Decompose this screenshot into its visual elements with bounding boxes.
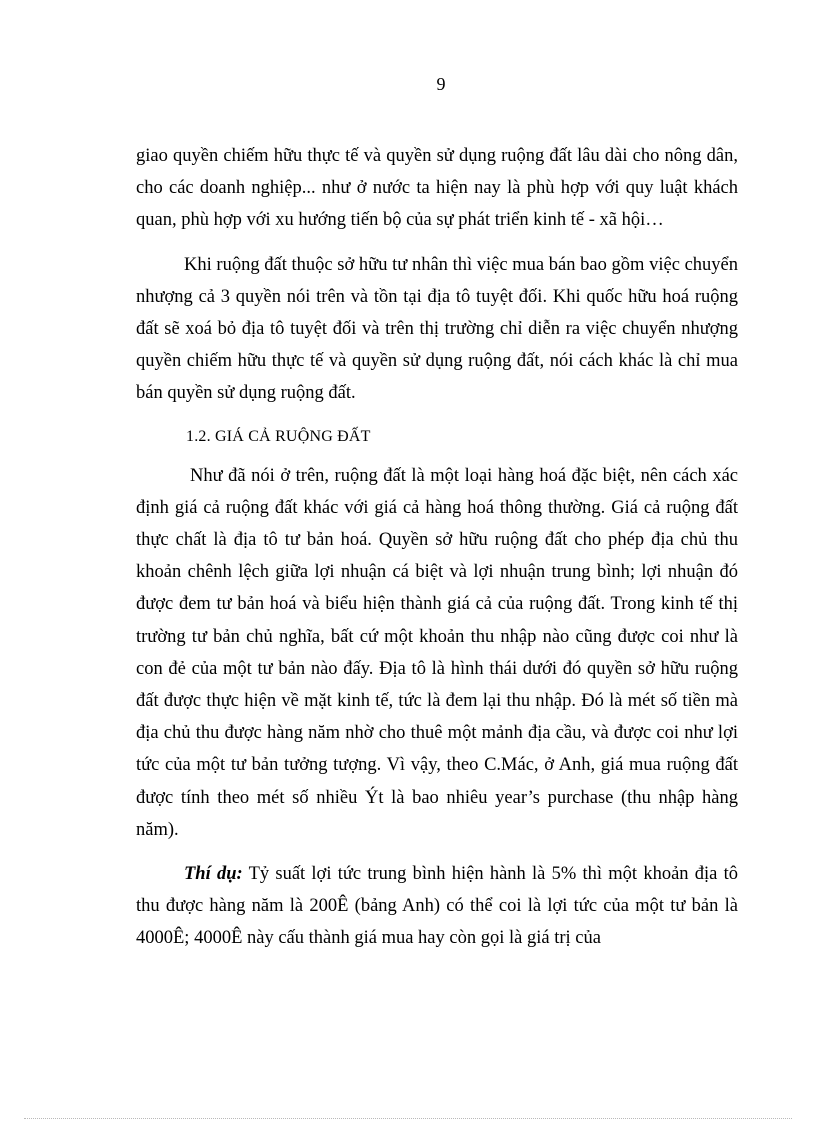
document-body xyxy=(136,140,738,955)
paragraph-land-price: Như đã nói ở trên, ruộng đất là một loại hàng hoá đặc biệt, nên cách xác định giá cả ruộng đất khác với giá cả hàng hoá thông thường. Giá cả ruộng đất thực chất là địa tô tư bản hoá. Quyền sở hữu ruộng đất cho phép địa chủ thu khoản chênh lệch giữa lợi nhuận cá biệt và lợi nhuận trung bình; lợi nhuận đó được đem tư bản hoá và biểu hiện thành giá cả của ruộng đất. Trong kinh tế thị trường tư bản chủ nghĩa, bất cứ một khoản thu nhập nào cũng được coi như là con đẻ của một tư bản nào đấy. Địa tô là hình thái dưới đó quyền sở hữu ruộng đất được thực hiện về mặt kinh tế, tức là đem lại thu nhập. Đó là mét số tiền mà địa chủ thu được hàng năm nhờ cho thuê một mảnh địa cầu, và được coi như lợi tức của một tư bản tưởng tượng. Vì vậy, theo C.Mác, ở Anh, giá mua ruộng đất được tính theo mét số nhiều Ýt là bao nhiêu year’s purchase (thu nhập hàng năm). xyxy=(136,465,738,840)
example-text: Tỷ suất lợi tức trung bình hiện hành là 5% thì một khoản địa tô thu được hàng năm là 200Ê (bảng Anh) có thể coi là lợi tức của một tư bản là 4000Ê; 4000Ê này cấu thành giá mua hay còn gọi là giá trị của xyxy=(136,864,738,949)
example-label: Thí dụ: xyxy=(184,864,243,885)
paragraph-example xyxy=(136,858,738,955)
paragraph-land-allocation: giao quyền chiếm hữu thực tế và quyền sử dụng ruộng đất lâu dài cho nông dân, cho các doanh nghiệp... như ở nước ta hiện nay là phù hợp với quy luật khách quan, phù hợp với xu hướng tiến bộ của sự phát triển kinh tế - xã hội… xyxy=(136,146,738,231)
bottom-dotted-rule xyxy=(24,1118,792,1119)
paragraph-private-ownership: Khi ruộng đất thuộc sở hữu tư nhân thì việc mua bán bao gồm việc chuyển nhượng cả 3 quyền nói trên và tồn tại địa tô tuyệt đối. Khi quốc hữu hoá ruộng đất sẽ xoá bỏ địa tô tuyệt đối và trên thị trường chỉ diễn ra việc chuyển nhượng quyền chiếm hữu thực tế và quyền sử dụng ruộng đất, nói cách khác là chỉ mua bán quyền sử dụng ruộng đất. xyxy=(136,254,738,404)
page-number: 9 xyxy=(436,74,446,94)
section-heading: 1.2. GIÁ CẢ RUỘNG ĐẤT xyxy=(186,427,371,445)
